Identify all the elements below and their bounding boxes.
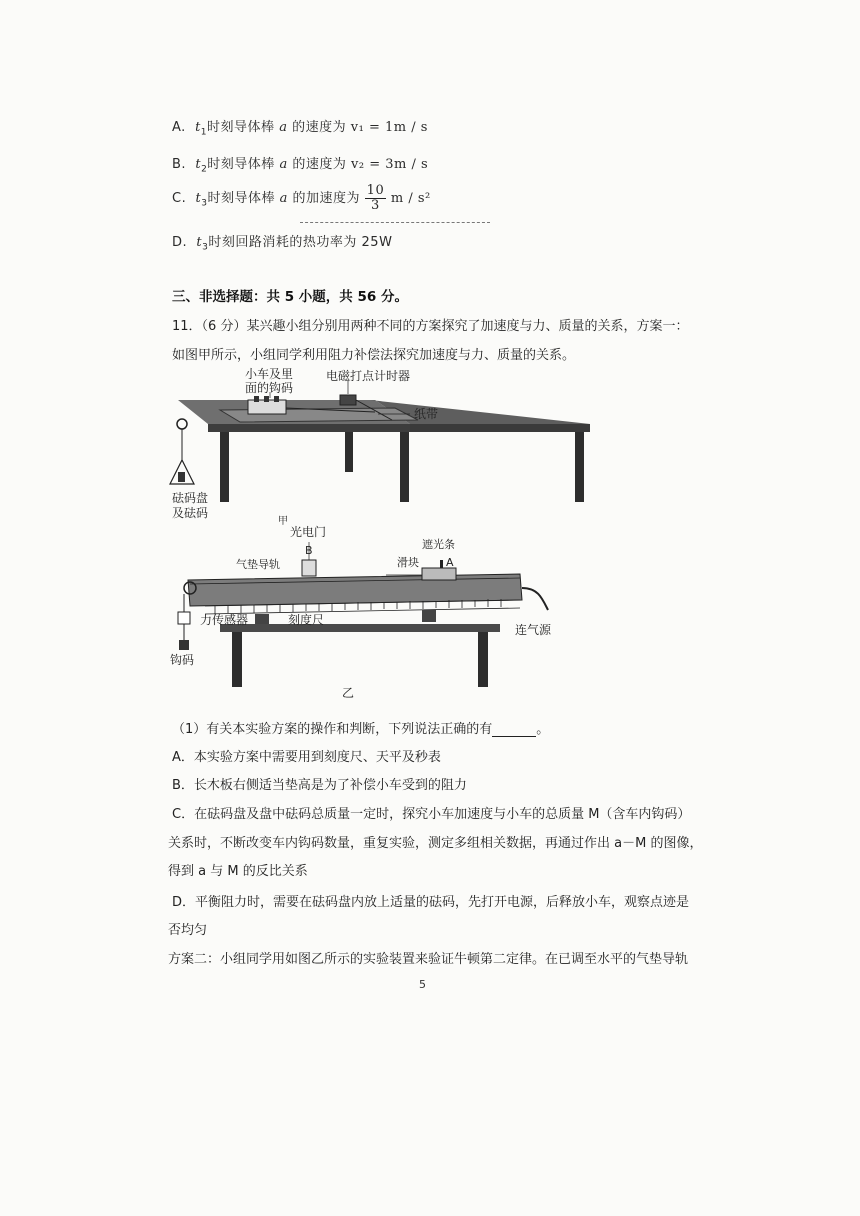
car-weight [254, 396, 259, 402]
hook-weight [179, 640, 189, 650]
question-11-line1: 11．（6 分）某兴趣小组分别用两种不同的方案探究了加速度与力、质量的关系，方案一： [172, 319, 689, 334]
label-track: 气垫导轨 [236, 558, 280, 571]
weight-block [178, 472, 185, 482]
q1-stem: （1）有关本实验方案的操作和判断，下列说法正确的有 。 [172, 722, 550, 737]
track-support [255, 614, 269, 624]
caption-jia: 甲 [278, 516, 288, 527]
air-hose [522, 588, 548, 610]
figure-yi [170, 524, 552, 700]
option-a: A. $t_1$时刻导体棒 a 的速度为 v₁ = 1m / s [172, 120, 428, 138]
pulley [177, 419, 187, 429]
q1-option-c-line3: 得到 a 与 M 的反比关系 [168, 864, 308, 879]
q1-option-d-line1: D．平衡阻力时，需要在砝码盘内放上适量的砝码，先打开电源，后释放小车，观察点迹是 [172, 895, 690, 910]
table-leg [400, 432, 409, 502]
q1-option-a: A．本实验方案中需要用到刻度尺、天平及秒表 [172, 750, 441, 765]
photogate [302, 560, 316, 576]
option-d: D. $t_3$时刻回路消耗的热功率为 25W [172, 235, 393, 253]
q1-option-b: B．长木板右侧适当垫高是为了补偿小车受到的阻力 [172, 778, 467, 793]
slider [422, 568, 456, 580]
answer-blank [492, 724, 536, 737]
option-b: B. $t_2$时刻导体棒 a 的速度为 v₂ = 3m / s [172, 157, 429, 175]
fraction: $\frac{10}{3}$ [366, 183, 385, 213]
label-b: B [305, 544, 313, 557]
label-shade: 遮光条 [422, 538, 455, 551]
track-support [422, 610, 436, 622]
q1-option-c-line2: 关系时，不断改变车内钩码数量，重复实验，测定多组相关数据，再通过作出 a－M 的图像， [168, 836, 703, 851]
q1-option-c-line1: C．在砝码盘及盘中砝码总质量一定时，探究小车加速度与小车的总质量 M（含车内钩码） [172, 807, 691, 822]
table-edge [208, 424, 410, 432]
scan-artifact-line [300, 222, 490, 223]
car-weight [264, 396, 269, 402]
force-sensor [178, 612, 190, 624]
shade-strip [440, 560, 443, 568]
table-leg [232, 632, 242, 687]
option-c: C. $t_3$时刻导体棒 a 的加速度为 $\frac{10}{3}$ m / s² [172, 183, 431, 213]
car [248, 400, 286, 414]
table-top [220, 624, 500, 632]
label-ruler: 刻度尺 [288, 613, 325, 627]
timer [340, 395, 356, 405]
label-gate: 光电门 [290, 525, 327, 539]
label-air: 连气源 [515, 623, 552, 637]
page-number: 5 [419, 978, 426, 991]
table-leg [220, 432, 229, 502]
label-tape: 纸带 [414, 407, 439, 421]
section-title: 三、非选择题：共 5 小题，共 56 分。 [172, 289, 408, 305]
label-slider: 滑块 [397, 556, 419, 569]
experiment-figures [160, 362, 700, 702]
label-car: 小车及里 [245, 367, 294, 381]
question-11-line2: 如图甲所示，小组同学利用阻力补偿法探究加速度与力、质量的关系。 [172, 348, 576, 363]
table-edge-right [410, 424, 590, 432]
scheme-two: 方案二：小组同学用如图乙所示的实验装置来验证牛顿第二定律。在已调至水平的气垫导轨 [168, 952, 689, 967]
table-leg [575, 432, 584, 502]
table-leg [478, 632, 488, 687]
label-sensor: 力传感器 [200, 613, 249, 627]
label-car-2: 面的钩码 [245, 381, 294, 395]
caption-yi: 乙 [342, 686, 355, 700]
label-pan-2: 及砝码 [172, 506, 209, 520]
figure-jia [170, 367, 590, 527]
car-weight [274, 396, 279, 402]
label-a: A [446, 556, 454, 569]
label-timer: 电磁打点计时器 [326, 369, 411, 383]
label-hook: 钩码 [170, 653, 195, 667]
q1-option-d-line2: 否均匀 [168, 923, 208, 938]
table-leg [345, 432, 353, 472]
label-pan: 砝码盘 [172, 491, 209, 505]
